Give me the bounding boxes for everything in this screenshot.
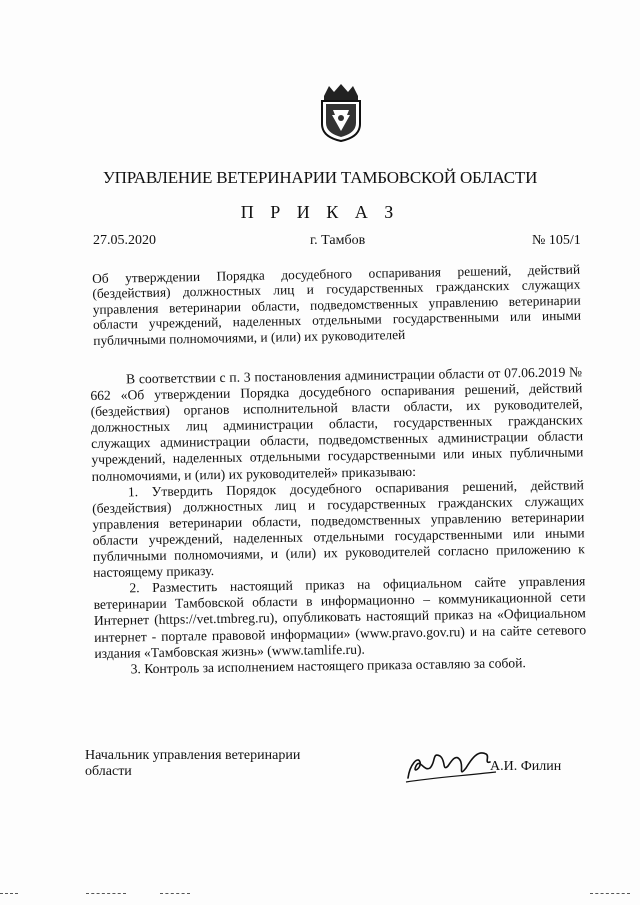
document-title: П Р И К А З bbox=[240, 202, 400, 222]
item-1-paragraph: 1. Утвердить Порядок досудебного оспаривания решений, действий (бездействия) должностных лиц и государственных гражданских служащих управления ветеринарии области, подведомственных управлению ветеринарии области учреждений, наделенных отдельными государственными или иными публичными полномочиями, и (или) их руководителей согласно приложению к настоящему приказу. bbox=[92, 476, 585, 581]
scan-edge-mark bbox=[160, 893, 190, 894]
scan-edge-mark bbox=[590, 893, 630, 894]
order-body bbox=[90, 364, 587, 677]
item-3-paragraph: 3. Контроль за исполнением настоящего приказа оставляю за собой. bbox=[130, 654, 526, 677]
order-date: 27.05.2020 bbox=[93, 233, 156, 248]
order-city: г. Тамбов bbox=[310, 233, 366, 248]
item-2-paragraph: 2. Разместить настоящий приказ на официальном сайте управления ветеринарии Тамбовской области в информационно – коммуникационной сети Интернет (https://vet.tmbreg.ru), опубликовать настоящий приказ на «Официальном интернет - портале правовой информации» (www.pravo.gov.ru) и на сайте сетевого издания «Тамбовская жизнь» (www.tamlife.ru). bbox=[93, 573, 587, 661]
tambov-coat-of-arms-icon bbox=[318, 82, 364, 142]
scan-edge-mark bbox=[86, 893, 126, 894]
scan-edge-mark bbox=[0, 893, 18, 894]
agency-name: УПРАВЛЕНИЕ ВЕТЕРИНАРИИ ТАМБОВСКОЙ ОБЛАСТИ bbox=[102, 168, 538, 187]
preamble-paragraph: В соответствии с п. 3 постановления администрации области от 07.06.2019 № 662 «Об утверждении Порядка досудебного оспаривания решений, действий (бездействия) органов исполнительной власти области, их руководителей, должностных лиц администрации области, государственных гражданских служащих администрации области, подведомственных администрации области учреждений, наделенных отдельными государственными или иных публичными полномочиями, и (или) их руководителей» приказываю: bbox=[90, 364, 584, 484]
order-number: № 105/1 bbox=[532, 233, 581, 248]
signatory-position: Начальник управления ветеринарии области bbox=[85, 748, 301, 779]
order-subject: Об утверждении Порядка досудебного оспаривания решений, действий (бездействия) должностных лиц и государственных гражданских служащих управления ветеринарии области, подведомственных управлению ветеринарии области учреждений, наделенных отдельными государственными или иными публичными полномочиями, и (или) их руководителей bbox=[92, 261, 582, 348]
signatory-name: А.И. Филин bbox=[490, 759, 562, 774]
